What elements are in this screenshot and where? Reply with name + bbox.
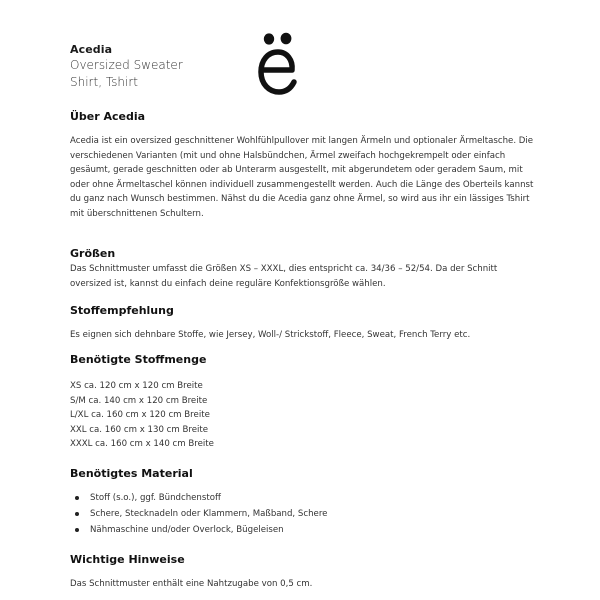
list-item	[70, 506, 540, 522]
notes-text: Das Schnittmuster enthält eine Nahtzugabe von 0,5 cm.	[70, 579, 313, 589]
brand-logo	[254, 30, 302, 98]
about-section	[70, 110, 540, 222]
list-item-text: Stoff (s.o.), ggf. Bündchenstoff	[90, 493, 221, 503]
bullet-dot	[75, 528, 79, 532]
about-text: Acedia ist ein oversized geschnittener Wohlfühlpullover mit langen Ärmeln und optionaler Ärmeltasche. Die verschiedenen Varianten (mit und ohne Halsbündchen, Ärmel zweifach hochgekrempelt oder einfach gesäumt, gerade geschnitten oder ab Unterarm ausgestellt, mit abgerundetem oder geradem Saum, mit oder ohne Ärmeltaschel können individuell zusammengestellt werden. Auch die Länge des Oberteils kannst du ganz nach Wunsch bestimmen. Nähst du die Acedia ganz ohne Ärmel, so wird aus ihr ein lässiges Tshirt mit überschnittenen Schultern.	[70, 136, 534, 219]
fabric-amount-line: L/XL ca. 160 cm x 120 cm Breite	[70, 410, 210, 421]
list-item	[70, 490, 540, 506]
subtitle-line-2: Shirt, Tshirt	[70, 75, 138, 89]
list-item	[70, 522, 540, 538]
fabric-amount-line: XS ca. 120 cm x 120 cm Breite	[70, 381, 203, 391]
notes-section	[70, 553, 540, 592]
fabric-text: Es eignen sich dehnbare Stoffe, wie Jersey, Woll-/ Strickstoff, Fleece, Sweat, French Terry etc.	[70, 330, 471, 340]
fabric-amount-heading: Benötigte Stoffmenge	[70, 353, 207, 366]
sizes-heading: Größen	[70, 247, 116, 260]
logo-umlaut-dots	[264, 33, 292, 45]
about-heading: Über Acedia	[70, 110, 146, 123]
bullet-dot	[75, 496, 79, 500]
materials-list	[70, 490, 540, 538]
logo-letter-e	[261, 52, 294, 92]
list-item-text: Nähmaschine und/oder Overlock, Bügeleisen	[90, 525, 284, 535]
pattern-title: Acedia	[70, 43, 113, 56]
fabric-amount-line: XXXL ca. 160 cm x 140 cm Breite	[70, 439, 214, 450]
materials-section	[70, 467, 540, 538]
fabric-amount-list	[70, 379, 540, 452]
bullet-dot	[75, 512, 79, 516]
fabric-amount-section	[70, 353, 540, 452]
materials-heading: Benötigtes Material	[70, 467, 193, 480]
fabric-section	[70, 304, 540, 343]
fabric-amount-line: S/M ca. 140 cm x 120 cm Breite	[70, 395, 208, 406]
subtitle-line-1: Oversized Sweater	[70, 58, 183, 72]
fabric-heading: Stoffempfehlung	[70, 304, 174, 317]
sizes-section	[70, 247, 540, 291]
notes-heading: Wichtige Hinweise	[70, 553, 185, 566]
list-item-text: Schere, Stecknadeln oder Klammern, Maßband, Schere	[90, 509, 328, 519]
sizes-text: Das Schnittmuster umfasst die Größen XS – XXXL, dies entspricht ca. 34/36 – 52/54. Da der Schnitt oversized ist, kannst du einfach deine reguläre Konfektionsgröße wählen.	[70, 264, 498, 289]
fabric-amount-line: XXL ca. 160 cm x 130 cm Breite	[70, 424, 209, 435]
